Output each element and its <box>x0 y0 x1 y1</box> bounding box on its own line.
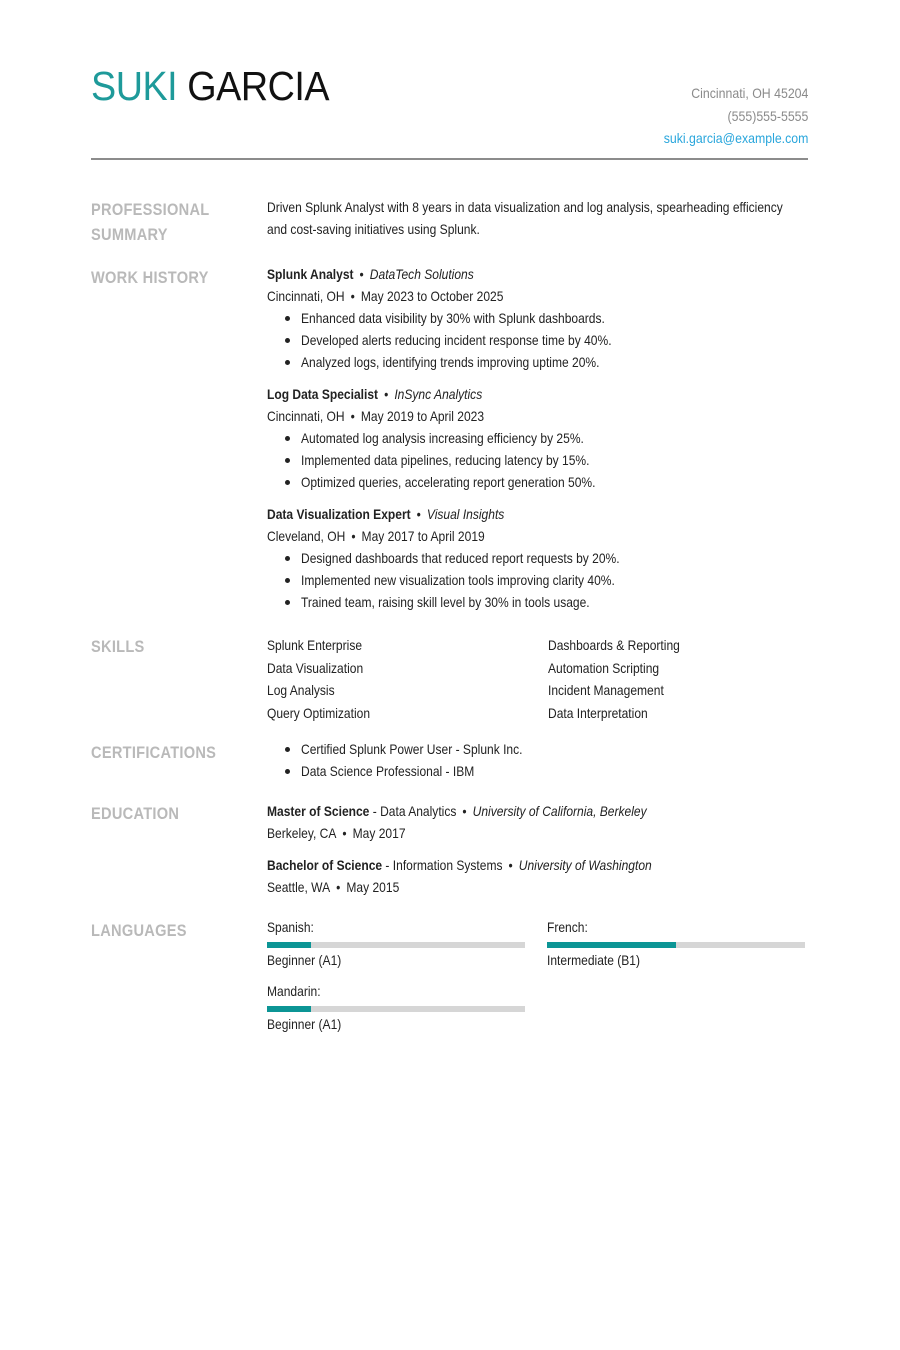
certification-item <box>285 738 812 760</box>
bullet-text: Automated log analysis increasing efficiency by 25%. <box>301 430 584 446</box>
language-name <box>267 916 525 938</box>
job-bullets <box>285 307 812 373</box>
bullet-item <box>285 427 812 449</box>
job-meta <box>267 285 503 307</box>
skill-item <box>267 657 548 680</box>
separator-dot: • <box>350 288 355 304</box>
separator-dot: • <box>336 879 341 895</box>
section-label-education: EDUCATION <box>91 804 180 823</box>
job-location: Cincinnati, OH <box>267 408 345 424</box>
bullet-text: Implemented data pipelines, reducing latency by 15%. <box>301 452 590 468</box>
field-of-study: - Data Analytics <box>369 803 457 819</box>
education-entry <box>267 854 812 898</box>
skill-item <box>548 657 808 680</box>
certification-text: Certified Splunk Power User - Splunk Inc. <box>301 741 523 757</box>
proficiency-fill <box>267 942 311 948</box>
employer: InSync Analytics <box>394 386 483 402</box>
proficiency-fill <box>547 942 676 948</box>
job-heading <box>267 263 474 285</box>
certification-item <box>285 760 812 782</box>
job-location: Cleveland, OH <box>267 528 346 544</box>
job-dates: May 2017 to April 2019 <box>361 528 485 544</box>
skill-text: Data Visualization <box>267 659 364 676</box>
language-name-text: Mandarin: <box>267 983 321 999</box>
job-bullets <box>285 547 812 613</box>
bullet-item <box>285 471 812 493</box>
certifications-body <box>267 738 812 782</box>
bullet-text: Implemented new visualization tools improving clarity 40%. <box>301 572 615 588</box>
job-title: Data Visualization Expert <box>267 506 411 522</box>
skill-item <box>267 679 548 702</box>
degree: Master of Science <box>267 803 370 819</box>
employer: DataTech Solutions <box>369 266 474 282</box>
employer: Visual Insights <box>426 506 505 522</box>
language-level-text: Beginner (A1) <box>267 952 342 968</box>
section-label-work-history: WORK HISTORY <box>91 268 209 287</box>
education-location: Seattle, WA <box>267 879 331 895</box>
job-entry <box>267 263 812 373</box>
work-history-body <box>267 263 812 623</box>
bullet-item <box>285 449 812 471</box>
bullet-item <box>285 329 812 351</box>
field-of-study: - Information Systems <box>382 857 503 873</box>
skills-grid <box>267 634 812 724</box>
last-name: GARCIA <box>187 63 330 109</box>
address: Cincinnati, OH 45204 <box>690 85 808 101</box>
label-line: SUMMARY <box>91 225 168 244</box>
job-entry <box>267 503 812 613</box>
separator-dot: • <box>384 386 389 402</box>
proficiency-bar <box>267 1006 525 1012</box>
phone: (555)555-5555 <box>727 107 808 124</box>
separator-dot: • <box>351 528 356 544</box>
job-entry <box>267 383 812 493</box>
job-title: Log Data Specialist <box>267 386 379 402</box>
section-label-certifications: CERTIFICATIONS <box>91 743 217 762</box>
job-dates: May 2023 to October 2025 <box>360 288 504 304</box>
skill-text: Query Optimization <box>267 704 371 721</box>
separator-dot: • <box>342 825 347 841</box>
language-level <box>267 949 525 971</box>
language-name-text: French: <box>547 919 588 935</box>
job-meta <box>267 525 485 547</box>
label-line: PROFESSIONAL <box>91 200 210 219</box>
education-heading <box>267 800 647 822</box>
bullet-item <box>285 351 812 373</box>
education-body <box>267 800 812 908</box>
email-link[interactable]: suki.garcia@example.com <box>663 130 808 146</box>
job-heading <box>267 503 504 525</box>
skill-text: Incident Management <box>548 682 664 698</box>
bullet-item <box>285 547 812 569</box>
skill-item <box>267 634 548 657</box>
education-meta <box>267 822 406 844</box>
separator-dot: • <box>350 408 355 424</box>
bullet-text: Optimized queries, accelerating report generation 50%. <box>301 474 596 490</box>
education-location: Berkeley, CA <box>267 825 337 841</box>
education-meta <box>267 876 399 898</box>
section-label-summary <box>91 197 229 247</box>
bullet-text: Analyzed logs, identifying trends improving uptime 20%. <box>301 354 600 370</box>
candidate-name <box>91 62 329 110</box>
certification-text: Data Science Professional - IBM <box>301 763 475 779</box>
language-item <box>547 916 805 971</box>
skill-item <box>267 702 548 725</box>
summary-text: Driven Splunk Analyst with 8 years in data visualization and log analysis, spearheading efficiency and cost-saving initiatives using Splunk. <box>267 199 783 237</box>
separator-dot: • <box>416 506 421 522</box>
separator-dot: • <box>508 857 513 873</box>
job-heading <box>267 383 482 405</box>
language-name-text: Spanish: <box>267 919 314 935</box>
skill-text: Data Interpretation <box>548 704 648 721</box>
education-entry <box>267 800 812 844</box>
languages-body <box>267 916 812 1036</box>
job-meta <box>267 405 484 427</box>
education-heading <box>267 854 652 876</box>
skill-text: Splunk Enterprise <box>267 637 363 653</box>
education-date: May 2017 <box>352 825 406 841</box>
skill-item <box>548 634 808 657</box>
bullet-item <box>285 307 812 329</box>
skill-text: Dashboards & Reporting <box>548 637 680 653</box>
bullet-item <box>285 569 812 591</box>
header-divider <box>91 158 808 160</box>
bullet-text: Developed alerts reducing incident response time by 40%. <box>301 332 612 348</box>
school: University of Washington <box>518 857 652 873</box>
language-level-text: Intermediate (B1) <box>547 952 641 968</box>
degree: Bachelor of Science <box>267 857 383 873</box>
language-name <box>547 916 805 938</box>
skill-text: Log Analysis <box>267 682 335 698</box>
contact-info <box>663 82 808 150</box>
section-label-languages: LANGUAGES <box>91 921 187 940</box>
language-item <box>267 916 525 971</box>
skill-text: Automation Scripting <box>548 659 660 676</box>
bullet-item <box>285 591 812 613</box>
language-item <box>267 980 525 1035</box>
job-location: Cincinnati, OH <box>267 288 345 304</box>
certification-list <box>285 738 812 782</box>
school: University of California, Berkeley <box>472 803 647 819</box>
language-name <box>267 980 525 1002</box>
first-name: SUKI <box>91 63 178 109</box>
separator-dot: • <box>462 803 467 819</box>
education-date: May 2015 <box>346 879 400 895</box>
skills-body <box>267 634 812 724</box>
job-title: Splunk Analyst <box>267 266 354 282</box>
skill-item <box>548 679 808 702</box>
language-level-text: Beginner (A1) <box>267 1016 342 1032</box>
skill-item <box>548 702 808 725</box>
proficiency-bar <box>547 942 805 948</box>
proficiency-fill <box>267 1006 311 1012</box>
job-dates: May 2019 to April 2023 <box>360 408 485 424</box>
bullet-text: Trained team, raising skill level by 30% in tools usage. <box>301 594 590 610</box>
job-bullets <box>285 427 812 493</box>
language-level <box>547 949 805 971</box>
separator-dot: • <box>359 266 364 282</box>
resume-header <box>91 62 808 160</box>
summary-body <box>267 196 812 240</box>
section-label-skills: SKILLS <box>91 637 145 656</box>
languages-grid <box>267 916 812 1036</box>
proficiency-bar <box>267 942 525 948</box>
bullet-text: Designed dashboards that reduced report requests by 20%. <box>301 550 620 566</box>
language-level <box>267 1013 525 1035</box>
bullet-text: Enhanced data visibility by 30% with Splunk dashboards. <box>301 310 605 326</box>
